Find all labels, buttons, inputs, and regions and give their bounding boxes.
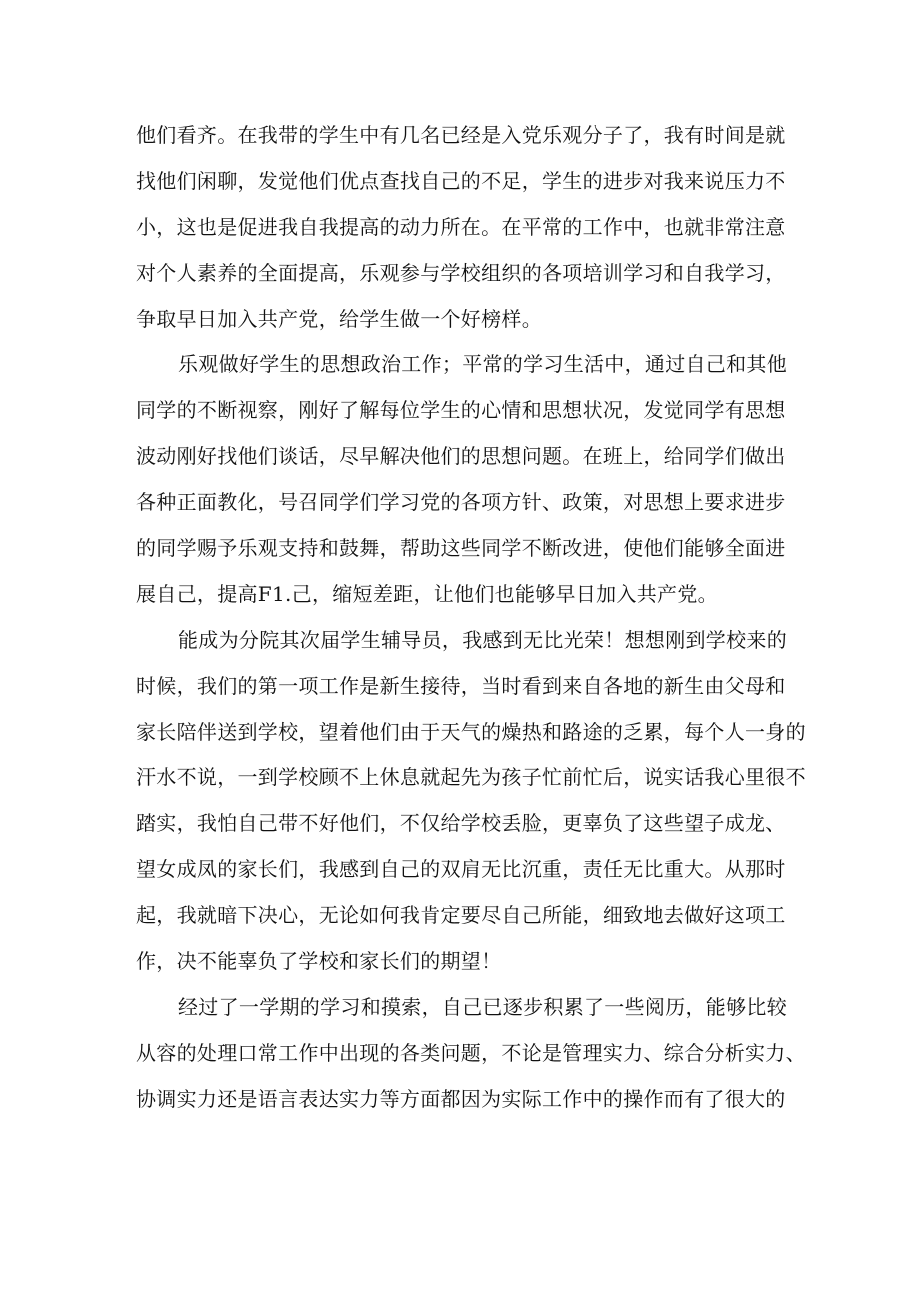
text-line: 波动刚好找他们谈话，尽早解决他们的思想问题。在班上，给同学们做出 bbox=[136, 444, 786, 469]
paragraph-3 bbox=[136, 618, 806, 985]
text-line: 家长陪伴送到学校，望着他们由于天气的燥热和路途的乏累，每个人一身的 bbox=[136, 719, 806, 744]
document-body bbox=[136, 113, 806, 1123]
text-line: 起，我就暗下决心，无论如何我肯定要尽自己所能，细致地去做好这项工 bbox=[136, 903, 786, 928]
paragraph-2 bbox=[136, 342, 796, 617]
text-line: 争取早日加入共产党，给学生做一个好榜样。 bbox=[136, 306, 542, 331]
text-line: 找他们闲聊，发觉他们优点查找自己的不足，学生的进步对我来说压力不 bbox=[136, 168, 786, 193]
text-line: 同学的不断视察，刚好了解每位学生的心情和思想状况，发觉同学有思想 bbox=[136, 398, 786, 423]
text-line: 的同学赐予乐观支持和鼓舞，帮助这些同学不断改进，使他们能够全面进 bbox=[136, 536, 786, 561]
text-line: 时候，我们的第一项工作是新生接待，当时看到来自各地的新生由父母和 bbox=[136, 673, 786, 698]
text-line: 汗水不说，一到学校顾不上休息就起先为孩子忙前忙后，说实话我心里很不 bbox=[136, 765, 806, 790]
text-line: 协调实力还是语言表达实力等方面都因为实际工作中的操作而有了很大的 bbox=[136, 1086, 786, 1111]
text-line: 各种正面教化，号召同学们学习党的各项方针、政策，对思想上要求进步 bbox=[136, 490, 786, 515]
text-line: 踏实，我怕自己带不好他们，不仅给学校丢脸，更辜负了这些望子成龙、 bbox=[136, 811, 786, 836]
paragraph-1 bbox=[136, 113, 796, 342]
text-line: 小，这也是促进我自我提高的动力所在。在平常的工作中，也就非常注意 bbox=[136, 214, 786, 239]
text-line: 对个人素养的全面提高，乐观参与学校组织的各项培训学习和自我学习， bbox=[136, 260, 786, 285]
paragraph-4 bbox=[136, 985, 806, 1123]
text-line: 从容的处理口常工作中出现的各类问题，不论是管理实力、综合分析实力、 bbox=[136, 1040, 806, 1065]
text-line: 望女成凤的家长们，我感到自己的双肩无比沉重，责任无比重大。从那时 bbox=[136, 857, 786, 882]
text-line: 经过了一学期的学习和摸索，自己已逐步积累了一些阅历，能够比较 bbox=[178, 994, 787, 1019]
text-line: 乐观做好学生的思想政治工作；平常的学习生活中，通过自己和其他 bbox=[178, 352, 787, 377]
text-line: 他们看齐。在我带的学生中有几名已经是入党乐观分子了，我有时间是就 bbox=[136, 123, 786, 147]
text-line: 能成为分院其次届学生辅导员，我感到无比光荣！想想刚到学校来的 bbox=[178, 627, 787, 652]
text-line: 作，决不能辜负了学校和家长们的期望！ bbox=[136, 949, 502, 974]
text-line: 展自己，提高F1.己，缩短差距，让他们也能够早日加入共产党。 bbox=[136, 581, 718, 606]
